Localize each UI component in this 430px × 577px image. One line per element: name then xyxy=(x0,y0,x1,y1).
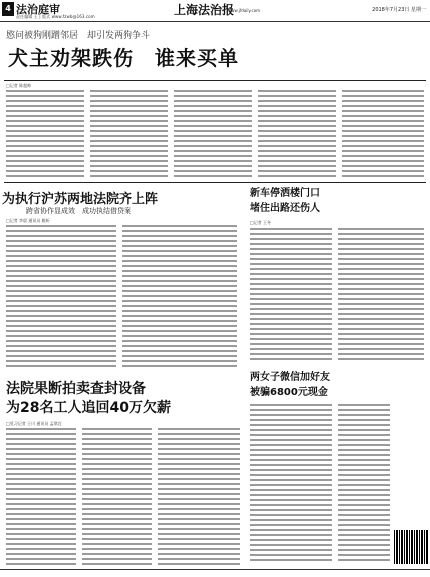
story3-column-1 xyxy=(250,228,332,363)
story1-kicker: 愍问被狗刚蹭邻居 却引发两狗争斗 xyxy=(6,31,151,41)
story2-subhead: 跨省协作显成效 成功执结借贷案 xyxy=(26,207,131,215)
story2-column-2 xyxy=(122,225,237,370)
story1-byline: □记者 陈超帅 xyxy=(6,83,32,88)
section-title: 法治庭审 xyxy=(16,3,60,16)
story2-column-1 xyxy=(6,225,116,370)
story1-rule xyxy=(4,80,426,81)
page-footer-rule xyxy=(0,569,430,577)
story1-headline: 犬主劝架跌伤 谁来买单 xyxy=(8,46,239,70)
story4-headline xyxy=(250,370,420,400)
story4-column-1 xyxy=(250,404,332,564)
story5-headline xyxy=(6,380,226,418)
story1-column-5 xyxy=(342,90,424,178)
issue-date: 2018年7月23日 星期一 xyxy=(372,7,426,13)
story4-column-2 xyxy=(338,404,390,564)
editor-meta: 责任编辑 王 | 版式 www.fzwb@163.com xyxy=(16,14,95,19)
story1-column-3 xyxy=(174,90,252,178)
story3-headline xyxy=(250,186,420,216)
story3-headline-text: 新车停洒楼门口 堵住出路还伤人 xyxy=(250,188,320,214)
masthead xyxy=(0,0,430,22)
barcode-icon xyxy=(394,530,428,564)
story2-byline: □记者 李晨 通讯员 姚昕 xyxy=(6,218,50,223)
story4-headline-text: 两女子微信加好友 被骗6800元现金 xyxy=(250,372,330,398)
story5-headline-text: 法院果断拍卖查封设备 为28名工人追回40万欠薪 xyxy=(6,381,171,416)
story2-headline: 为执行沪苏两地法院齐上阵 xyxy=(2,192,159,207)
newspaper-logo: 上海法治报 xyxy=(174,3,235,17)
section-divider xyxy=(4,182,426,183)
story5-column-1 xyxy=(6,428,76,566)
story5-column-3 xyxy=(158,428,240,566)
story1-column-4 xyxy=(258,90,336,178)
newspaper-url: www.jfdaily.com xyxy=(228,8,261,13)
story5-column-2 xyxy=(82,428,152,566)
story3-column-2 xyxy=(338,228,424,363)
page-number-badge: 4 xyxy=(2,2,14,16)
story5-byline: □见习记者 王川 通讯员 孟琪宜 xyxy=(6,421,62,426)
story1-column-2 xyxy=(90,90,168,178)
story3-byline: □记者 王冬 xyxy=(250,220,272,225)
story1-column-1 xyxy=(6,90,84,178)
